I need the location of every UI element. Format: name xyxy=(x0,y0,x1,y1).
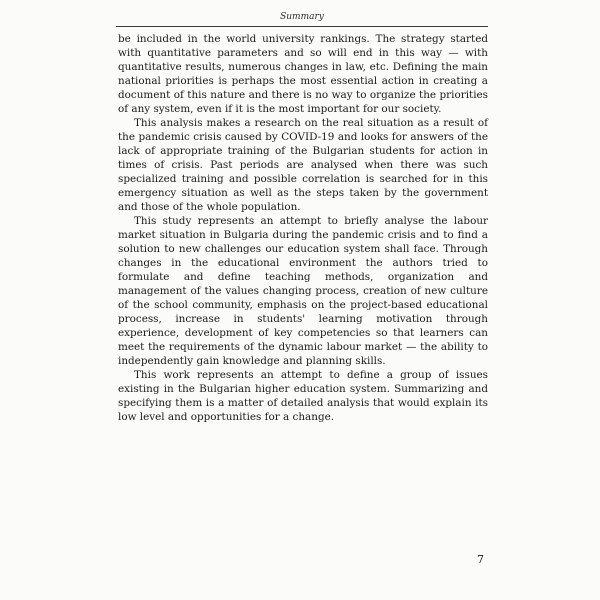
paragraph-2: This analysis makes a research on the real situation as a result of the pandemic crisis caused by COVID-19 and looks for answers of the lack of appropriate training of the Bulgarian students for action in times of crisis. Past periods are analysed when there was such specialized training and possible correlation is searched for in this emergency situation as well as the steps taken by the government and those of the whole population. xyxy=(118,117,488,213)
running-head: Summary xyxy=(280,12,324,22)
header-rule xyxy=(116,26,488,27)
paragraph-4: This work represents an attempt to define a group of issues existing in the Bulgarian higher education system. Summarizing and specifying them is a matter of detailed analysis that would explain its low level and opportunities for a change. xyxy=(118,369,488,423)
page-number: 7 xyxy=(477,553,484,566)
paragraph-3: This study represents an attempt to briefly analyse the labour market situation in Bulgaria during the pandemic crisis and to find a solution to new challenges our education system shall face. Through changes in the educational environment the authors tried to formulate and define teaching methods, organization and management of the values changing process, creation of new culture of the school community, emphasis on the project-based educational process, increase in students' learning motivation through experience, development of key competencies so that learners can meet the requirements of the dynamic labour market — the ability to independently gain knowledge and planning skills. xyxy=(118,215,488,367)
body-text xyxy=(118,32,488,424)
paragraph-1: be included in the world university rankings. The strategy started with quantitative parameters and so will end in this way — with quantitative results, numerous changes in law, etc. Defining the main national priorities is perhaps the most essential action in creating a document of this nature and there is no way to organize the priorities of any system, even if it is the most important for our society. xyxy=(118,33,488,115)
